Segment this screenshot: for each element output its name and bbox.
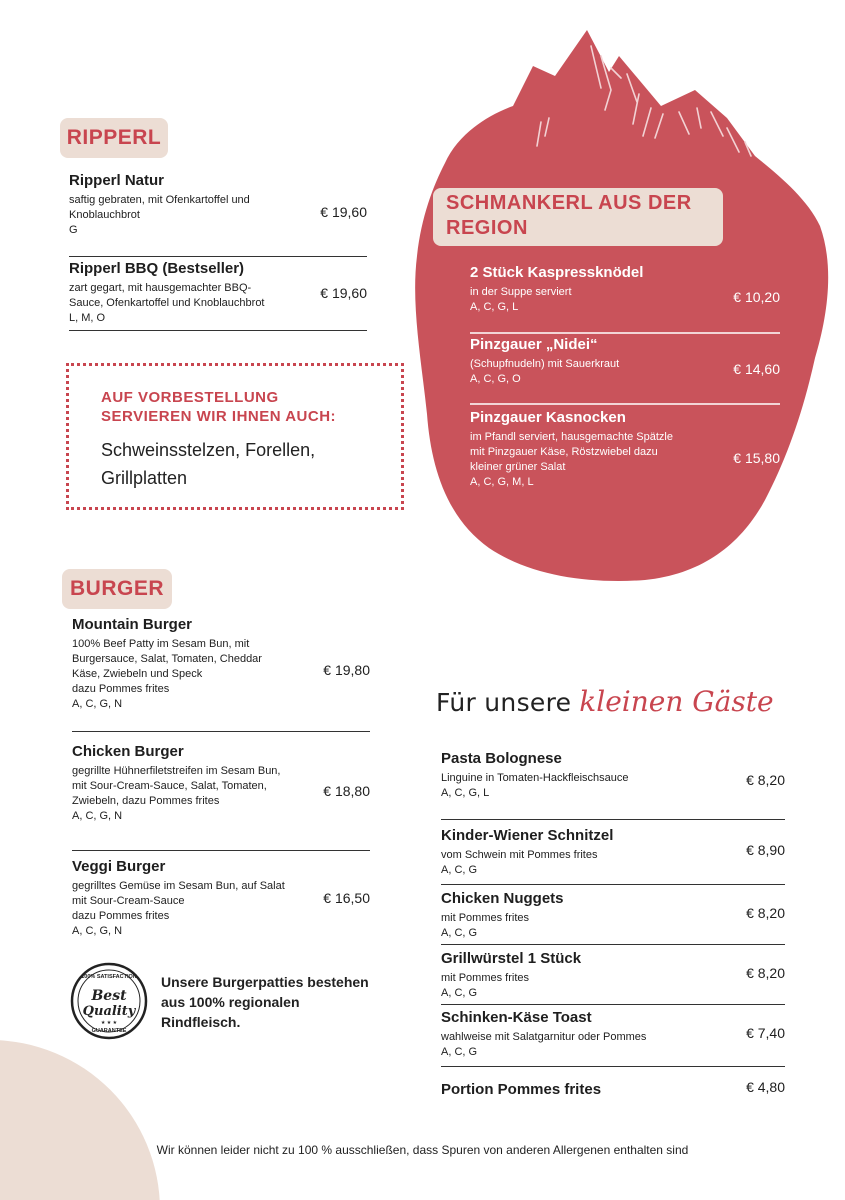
item-desc: gegrilltes Gemüse im Sesam Bun, auf Salat: [72, 880, 285, 892]
menu-item-kaspressknoedel: [470, 264, 780, 315]
divider: [441, 1004, 785, 1005]
kids-section-title: [436, 685, 774, 718]
item-name: Pinzgauer „Nidei“: [470, 336, 598, 353]
item-price: € 10,20: [733, 289, 780, 305]
svg-text:★ ★ ★: ★ ★ ★: [100, 1020, 118, 1026]
item-allergens: A, C, G: [441, 1046, 478, 1058]
item-desc: wahlweise mit Salatgarnitur oder Pommes: [441, 1031, 647, 1043]
item-price: € 14,60: [733, 361, 780, 377]
item-name: Chicken Burger: [72, 743, 184, 760]
item-name: Ripperl BBQ (Bestseller): [69, 260, 245, 277]
menu-item-mountain-burger: [72, 616, 370, 712]
item-desc: Zwiebeln, dazu Pommes frites: [72, 795, 220, 807]
best-quality-seal-icon: [70, 962, 148, 1040]
item-desc: 100% Beef Patty im Sesam Bun, mit: [72, 638, 250, 650]
preorder-body: [101, 436, 381, 492]
item-name: Chicken Nuggets: [441, 890, 564, 907]
preorder-heading-line: AUF VORBESTELLUNG: [101, 389, 279, 406]
menu-item-pommes-frites: [441, 1081, 785, 1102]
preorder-body-line: Grillplatten: [101, 468, 188, 488]
item-name: 2 Stück Kaspressknödel: [470, 264, 644, 281]
item-price: € 19,60: [320, 204, 367, 220]
item-name: Portion Pommes frites: [441, 1081, 602, 1098]
menu-item-grillwuerstel: [441, 950, 785, 1001]
item-desc: mit Pommes frites: [441, 972, 530, 984]
item-name: Mountain Burger: [72, 616, 192, 633]
item-name: Schinken-Käse Toast: [441, 1009, 592, 1026]
divider: [441, 1066, 785, 1067]
divider: [69, 330, 367, 331]
item-desc: Sauce, Ofenkartoffel und Knoblauchbrot: [69, 297, 265, 309]
item-desc: kleiner grüner Salat: [470, 461, 566, 473]
menu-item-pasta-bolognese: [441, 750, 785, 801]
seal-bottom-text: GUARANTEE: [91, 1028, 127, 1034]
item-price: € 19,80: [323, 662, 370, 678]
item-allergens: A, C, G, N: [72, 925, 123, 937]
divider: [72, 731, 370, 732]
item-price: € 18,80: [323, 783, 370, 799]
kids-title-part1: Für unsere: [436, 688, 572, 717]
section-title-burger: BURGER: [62, 569, 172, 609]
item-desc: Linguine in Tomaten-Hackfleischsauce: [441, 772, 629, 784]
item-desc: mit Pinzgauer Käse, Röstzwiebel dazu: [470, 446, 658, 458]
preorder-box: [66, 363, 404, 510]
divider: [441, 944, 785, 945]
divider: [441, 819, 785, 820]
item-desc: mit Pommes frites: [441, 912, 530, 924]
kids-title-part2: kleinen Gäste: [579, 685, 774, 718]
item-desc: in der Suppe serviert: [470, 286, 572, 298]
section-title-ripperl: RIPPERL: [60, 118, 168, 158]
seal-main-text: Best: [91, 988, 127, 1004]
preorder-heading-line: SERVIEREN WIR IHNEN AUCH:: [101, 408, 337, 425]
item-desc: dazu Pommes frites: [72, 910, 170, 922]
item-price: € 8,20: [746, 772, 785, 788]
item-desc: Käse, Zwiebeln und Speck: [72, 668, 203, 680]
divider: [470, 332, 780, 334]
item-price: € 15,80: [733, 450, 780, 466]
item-name: Grillwürstel 1 Stück: [441, 950, 582, 967]
item-allergens: A, C, G: [441, 987, 478, 999]
item-price: € 4,80: [746, 1079, 785, 1095]
item-name: Pinzgauer Kasnocken: [470, 409, 626, 426]
item-price: € 8,20: [746, 965, 785, 981]
item-price: € 16,50: [323, 890, 370, 906]
divider: [441, 884, 785, 885]
corner-decoration: [0, 1040, 160, 1200]
item-allergens: A, C, G, L: [441, 787, 490, 799]
menu-item-schinken-kaese-toast: [441, 1009, 785, 1060]
seal-top-text: 100% SATISFACTION: [81, 974, 137, 980]
menu-item-chicken-nuggets: [441, 890, 785, 941]
item-desc: Burgersauce, Salat, Tomaten, Cheddar: [72, 653, 262, 665]
burger-patty-note: [161, 972, 401, 1032]
item-allergens: A, C, G, M, L: [470, 476, 534, 488]
item-allergens: A, C, G: [441, 864, 478, 876]
menu-item-ripperl-natur: [69, 172, 367, 238]
divider: [470, 403, 780, 405]
divider: [72, 850, 370, 851]
region-title-line: SCHMANKERL AUS DER: [446, 192, 692, 214]
item-desc: gegrillte Hühnerfiletstreifen im Sesam Bun,: [72, 765, 281, 777]
preorder-body-line: Schweinsstelzen, Forellen,: [101, 440, 316, 460]
item-allergens: G: [69, 224, 78, 236]
item-desc: mit Sour-Cream-Sauce, Salat, Tomaten,: [72, 780, 267, 792]
item-allergens: L, M, O: [69, 312, 106, 324]
note-line: aus 100% regionalen: [161, 994, 300, 1010]
item-desc: saftig gebraten, mit Ofenkartoffel und: [69, 194, 250, 206]
divider: [69, 256, 367, 257]
allergen-disclaimer: Wir können leider nicht zu 100 % ausschließen, dass Spuren von anderen Allergenen enthalten sind: [156, 1143, 689, 1157]
section-title-region: [433, 188, 723, 246]
seal-main-text: Quality: [82, 1004, 136, 1019]
item-allergens: A, C, G, L: [470, 301, 519, 313]
item-desc: zart gegart, mit hausgemachter BBQ-: [69, 282, 252, 294]
item-name: Pasta Bolognese: [441, 750, 562, 767]
item-allergens: A, C, G, N: [72, 810, 123, 822]
item-price: € 8,20: [746, 905, 785, 921]
item-price: € 19,60: [320, 285, 367, 301]
item-allergens: A, C, G, O: [470, 373, 521, 385]
menu-item-pinzgauer-nidei: [470, 336, 780, 387]
item-price: € 7,40: [746, 1025, 785, 1041]
item-name: Ripperl Natur: [69, 172, 165, 189]
item-name: Kinder-Wiener Schnitzel: [441, 827, 614, 844]
note-line: Unsere Burgerpatties bestehen: [161, 974, 369, 990]
item-name: Veggi Burger: [72, 858, 166, 875]
menu-item-chicken-burger: [72, 743, 370, 824]
menu-item-pinzgauer-kasnocken: [470, 409, 780, 490]
item-price: € 8,90: [746, 842, 785, 858]
item-desc: im Pfandl serviert, hausgemachte Spätzle: [470, 431, 673, 443]
item-desc: vom Schwein mit Pommes frites: [441, 849, 598, 861]
item-allergens: A, C, G, N: [72, 698, 123, 710]
item-desc: dazu Pommes frites: [72, 683, 170, 695]
note-line: Rindfleisch.: [161, 1014, 241, 1030]
menu-item-veggi-burger: [72, 858, 370, 939]
item-desc: mit Sour-Cream-Sauce: [72, 895, 185, 907]
menu-item-kinder-schnitzel: [441, 827, 785, 878]
item-desc: (Schupfnudeln) mit Sauerkraut: [470, 358, 620, 370]
region-title-line: REGION: [446, 217, 528, 239]
item-desc: Knoblauchbrot: [69, 209, 140, 221]
item-allergens: A, C, G: [441, 927, 478, 939]
menu-item-ripperl-bbq: [69, 260, 367, 326]
preorder-heading: [101, 388, 381, 426]
